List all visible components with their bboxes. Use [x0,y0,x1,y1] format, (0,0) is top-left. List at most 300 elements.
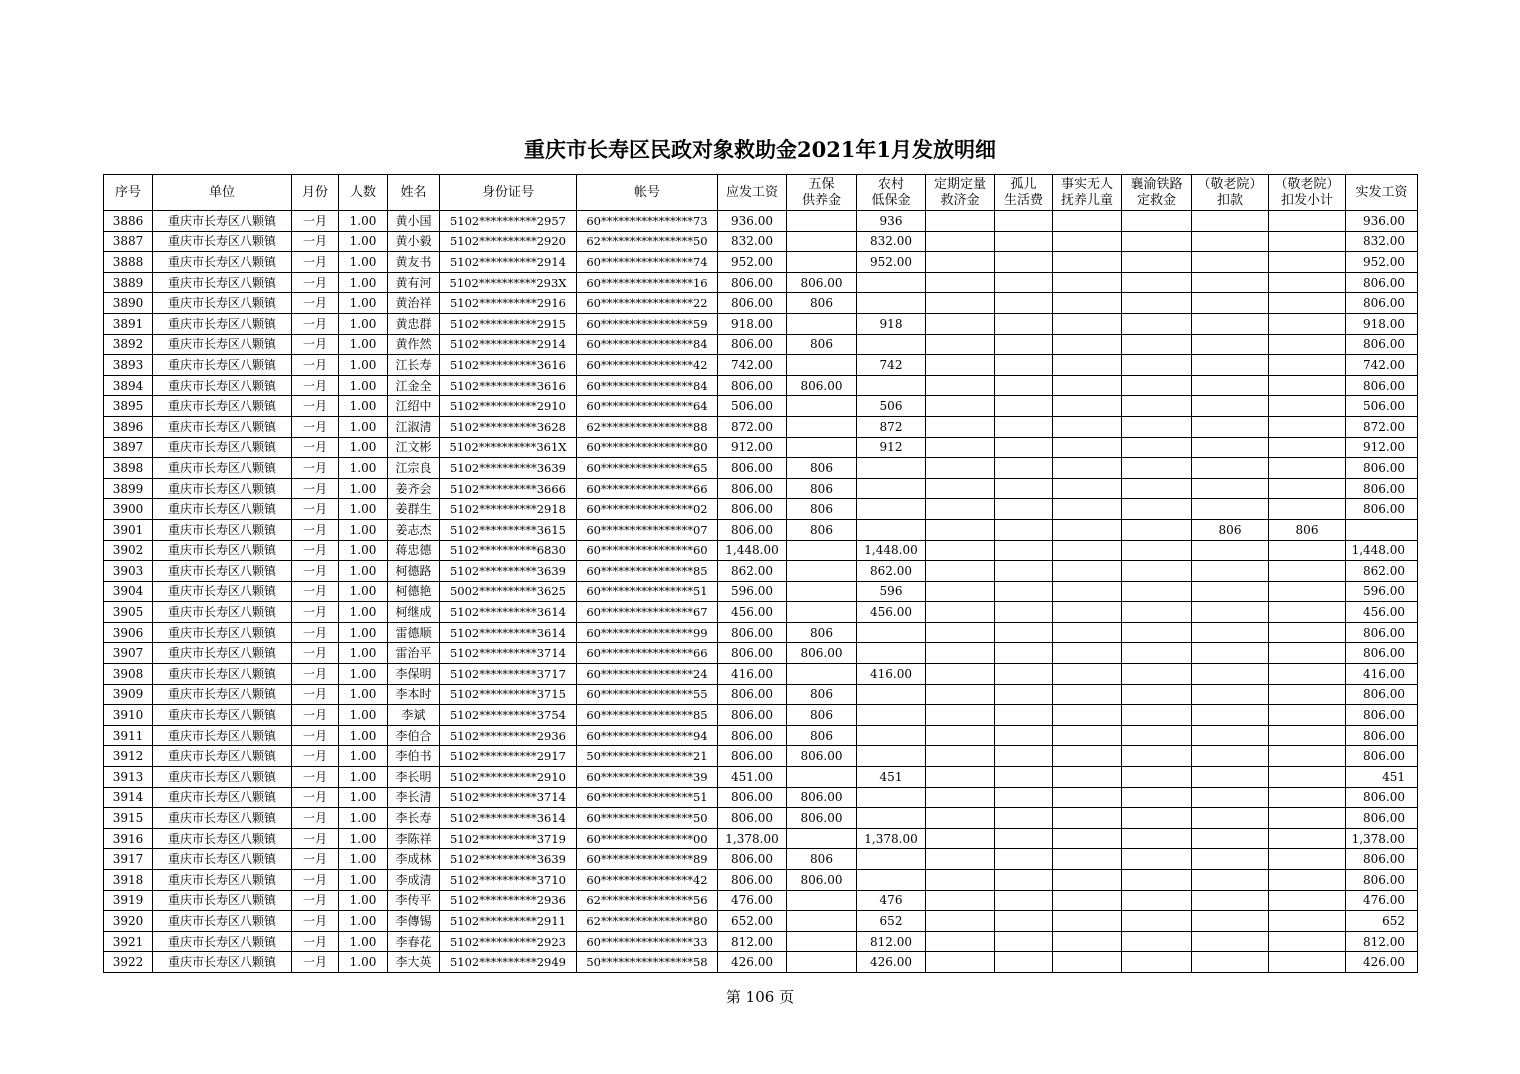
table-cell [995,478,1053,499]
table-cell [1269,911,1346,932]
table-cell: 一月 [292,664,339,685]
table-row [104,231,1418,252]
table-cell: 1.00 [339,313,388,334]
table-cell: 3897 [104,437,153,458]
table-cell [857,808,926,829]
table-cell [1269,293,1346,314]
table-cell [926,355,995,376]
table-cell [1192,293,1269,314]
table-cell: 黄作然 [388,334,440,355]
table-cell: 60****************73 [577,211,718,232]
table-cell [926,561,995,582]
table-cell: 3907 [104,643,153,664]
table-cell: 重庆市长寿区八颗镇 [153,890,292,911]
table-cell [1053,437,1122,458]
table-cell [1053,499,1122,520]
table-cell [1269,664,1346,685]
table-cell: 重庆市长寿区八颗镇 [153,499,292,520]
table-cell: 一月 [292,540,339,561]
table-cell [857,870,926,891]
table-cell [857,725,926,746]
table-cell: 江金全 [388,375,440,396]
table-cell [995,499,1053,520]
table-row [104,931,1418,952]
table-cell: 806.00 [787,643,857,664]
table-cell [995,643,1053,664]
table-cell: 重庆市长寿区八颗镇 [153,437,292,458]
table-cell: 806.00 [718,478,787,499]
table-cell [857,458,926,479]
column-header: 定期定量 救济金 [926,175,995,211]
table-cell [1192,870,1269,891]
table-cell [787,313,857,334]
table-cell: 5102**********3639 [440,849,577,870]
table-cell [1192,252,1269,273]
table-cell: 416.00 [1346,664,1418,685]
table-cell: 1.00 [339,375,388,396]
table-cell: 一月 [292,252,339,273]
table-cell: 重庆市长寿区八颗镇 [153,911,292,932]
table-cell: 重庆市长寿区八颗镇 [153,416,292,437]
table-cell [1053,622,1122,643]
table-cell: 蒋忠德 [388,540,440,561]
table-cell: 3920 [104,911,153,932]
table-cell: 60****************74 [577,252,718,273]
table-cell: 806.00 [1346,808,1418,829]
table-cell: 黄小毅 [388,231,440,252]
table-cell: 806 [787,499,857,520]
table-cell [1053,355,1122,376]
table-cell: 60****************02 [577,499,718,520]
table-cell: 黄治祥 [388,293,440,314]
table-cell [926,725,995,746]
table-cell: 1,448.00 [1346,540,1418,561]
table-cell: 806.00 [718,375,787,396]
table-cell [1122,540,1192,561]
table-cell [926,396,995,417]
table-cell: 60****************42 [577,870,718,891]
table-cell: 5102**********3715 [440,684,577,705]
table-cell: 476.00 [1346,890,1418,911]
table-cell: 5102**********3639 [440,458,577,479]
table-cell [1192,355,1269,376]
table-cell: 426.00 [718,952,787,973]
table-cell [926,746,995,767]
table-cell [995,664,1053,685]
table-cell: 雷德顺 [388,622,440,643]
table-cell: 832.00 [718,231,787,252]
table-cell [926,952,995,973]
table-cell [1346,519,1418,540]
table-cell: 1.00 [339,808,388,829]
table-cell: 5102**********2917 [440,746,577,767]
table-cell [926,499,995,520]
column-header: 月份 [292,175,339,211]
table-cell [1053,664,1122,685]
table-cell: 62****************50 [577,231,718,252]
table-cell: 姜志杰 [388,519,440,540]
table-cell: 3911 [104,725,153,746]
table-cell: 5102**********3628 [440,416,577,437]
table-cell [995,293,1053,314]
table-cell: 806 [787,725,857,746]
table-cell: 652.00 [718,911,787,932]
table-cell: 重庆市长寿区八颗镇 [153,252,292,273]
table-cell: 1,448.00 [718,540,787,561]
table-cell: 918.00 [718,313,787,334]
table-cell [926,622,995,643]
table-cell: 1.00 [339,746,388,767]
table-cell: 重庆市长寿区八颗镇 [153,684,292,705]
table-cell [995,561,1053,582]
table-cell: 5102**********2910 [440,396,577,417]
table-cell: 60****************60 [577,540,718,561]
table-row [104,458,1418,479]
table-cell [1192,313,1269,334]
table-cell: 5102**********3639 [440,561,577,582]
table-cell [857,478,926,499]
table-cell [1122,725,1192,746]
table-cell: 3914 [104,787,153,808]
table-row [104,211,1418,232]
table-cell [926,684,995,705]
table-cell: 806 [787,519,857,540]
table-cell [857,334,926,355]
table-cell: 李陈祥 [388,828,440,849]
table-cell [995,725,1053,746]
table-cell: 一月 [292,437,339,458]
table-cell: 60****************67 [577,602,718,623]
table-cell: 重庆市长寿区八颗镇 [153,396,292,417]
table-row [104,499,1418,520]
table-cell: 3905 [104,602,153,623]
table-cell: 806.00 [1346,725,1418,746]
table-cell: 重庆市长寿区八颗镇 [153,952,292,973]
table-cell [1122,870,1192,891]
table-cell: 60****************85 [577,561,718,582]
table-cell: 451 [857,767,926,788]
table-cell: 1.00 [339,870,388,891]
table-cell: 重庆市长寿区八颗镇 [153,561,292,582]
table-cell: 重庆市长寿区八颗镇 [153,643,292,664]
table-cell: 806 [787,293,857,314]
table-cell: 5102**********6830 [440,540,577,561]
table-cell: 江淑清 [388,416,440,437]
table-cell: 806.00 [718,334,787,355]
table-cell: 806.00 [1346,293,1418,314]
table-cell: 1.00 [339,437,388,458]
column-header: 序号 [104,175,153,211]
table-cell [1192,746,1269,767]
table-cell: 重庆市长寿区八颗镇 [153,519,292,540]
table-cell: 806.00 [1346,705,1418,726]
table-cell [1122,252,1192,273]
table-cell: 一月 [292,334,339,355]
table-cell: 3888 [104,252,153,273]
table-cell: 426.00 [857,952,926,973]
table-cell: 60****************94 [577,725,718,746]
table-cell [926,293,995,314]
table-cell: 一月 [292,808,339,829]
table-cell [1269,437,1346,458]
table-cell: 806.00 [1346,849,1418,870]
table-cell: 918.00 [1346,313,1418,334]
table-cell: 一月 [292,767,339,788]
table-cell [995,890,1053,911]
table-cell: 重庆市长寿区八颗镇 [153,931,292,952]
table-cell: 806 [787,478,857,499]
table-cell [1269,931,1346,952]
table-cell [1053,952,1122,973]
table-cell: 柯德路 [388,561,440,582]
table-cell [1192,705,1269,726]
table-cell [1122,664,1192,685]
table-cell [1122,911,1192,932]
table-cell [926,231,995,252]
table-cell [787,911,857,932]
table-cell: 1.00 [339,416,388,437]
table-cell: 5102**********2936 [440,890,577,911]
table-cell [1269,602,1346,623]
table-cell: 重庆市长寿区八颗镇 [153,293,292,314]
table-cell [1192,911,1269,932]
column-header: 单位 [153,175,292,211]
table-cell: 一月 [292,705,339,726]
table-cell: 重庆市长寿区八颗镇 [153,808,292,829]
table-cell [995,375,1053,396]
table-cell [1192,375,1269,396]
table-cell: 596 [857,581,926,602]
table-cell [1192,828,1269,849]
table-cell: 5102**********2911 [440,911,577,932]
table-cell [1122,952,1192,973]
table-cell: 451.00 [718,767,787,788]
table-cell: 806.00 [718,272,787,293]
table-cell: 江长寿 [388,355,440,376]
table-cell: 806 [787,622,857,643]
table-cell: 918 [857,313,926,334]
table-cell: 60****************89 [577,849,718,870]
table-cell [857,643,926,664]
table-cell [1122,890,1192,911]
table-cell [1192,952,1269,973]
table-cell: 806.00 [718,622,787,643]
table-row [104,725,1418,746]
table-cell [926,478,995,499]
table-cell: 806.00 [1346,458,1418,479]
table-cell: 506 [857,396,926,417]
table-cell: 3889 [104,272,153,293]
table-cell [1053,231,1122,252]
table-cell [995,211,1053,232]
table-cell: 李长寿 [388,808,440,829]
table-row [104,519,1418,540]
table-cell [995,540,1053,561]
table-cell: 806 [787,849,857,870]
table-cell: 806.00 [1346,622,1418,643]
table-cell [1122,293,1192,314]
table-cell: 60****************51 [577,581,718,602]
table-cell [1269,870,1346,891]
table-cell: 806.00 [718,870,787,891]
table-cell [1053,561,1122,582]
table-cell: 重庆市长寿区八颗镇 [153,664,292,685]
table-cell [1122,931,1192,952]
table-cell: 5102**********2957 [440,211,577,232]
table-cell: 李伯书 [388,746,440,767]
table-cell: 1.00 [339,849,388,870]
table-row [104,416,1418,437]
table-cell [926,664,995,685]
table-cell [1269,458,1346,479]
table-cell [1053,581,1122,602]
table-cell [1269,540,1346,561]
table-cell [857,684,926,705]
table-cell [857,293,926,314]
table-cell [787,828,857,849]
table-cell: 一月 [292,581,339,602]
table-cell [1192,334,1269,355]
table-cell: 5102**********361X [440,437,577,458]
table-cell [1192,396,1269,417]
table-cell [1192,478,1269,499]
table-cell: 1.00 [339,231,388,252]
table-cell [1269,396,1346,417]
table-row [104,355,1418,376]
table-cell [926,375,995,396]
table-cell [926,313,995,334]
table-cell: 5102**********2914 [440,334,577,355]
table-header-row [104,175,1418,211]
table-cell: 60****************84 [577,375,718,396]
table-cell [1122,808,1192,829]
table-cell [1122,231,1192,252]
table-cell [1122,334,1192,355]
table-cell: 重庆市长寿区八颗镇 [153,602,292,623]
table-cell: 1,378.00 [1346,828,1418,849]
table-cell: 60****************66 [577,478,718,499]
table-cell: 806 [787,458,857,479]
table-cell: 5102**********3719 [440,828,577,849]
table-cell: 416.00 [857,664,926,685]
table-cell: 1.00 [339,705,388,726]
table-row [104,396,1418,417]
column-header: 孤儿 生活费 [995,175,1053,211]
table-cell: 806.00 [1346,684,1418,705]
table-cell [926,519,995,540]
table-cell: 1.00 [339,293,388,314]
table-cell [1053,396,1122,417]
table-cell: 黄有河 [388,272,440,293]
table-cell: 60****************16 [577,272,718,293]
table-cell: 806.00 [718,808,787,829]
table-cell [995,952,1053,973]
table-cell [995,931,1053,952]
table-cell [926,211,995,232]
column-header: 姓名 [388,175,440,211]
table-row [104,293,1418,314]
table-cell: 一月 [292,293,339,314]
table-cell: 506.00 [1346,396,1418,417]
table-cell [1053,643,1122,664]
table-cell: 806.00 [718,746,787,767]
table-cell [1269,211,1346,232]
table-cell [926,437,995,458]
table-cell: 5102**********2916 [440,293,577,314]
table-cell: 806.00 [718,519,787,540]
table-cell: 60****************33 [577,931,718,952]
table-cell: 1.00 [339,622,388,643]
table-cell: 832.00 [1346,231,1418,252]
table-cell: 一月 [292,828,339,849]
table-cell [926,870,995,891]
table-cell [1053,540,1122,561]
table-cell: 60****************51 [577,787,718,808]
table-cell [787,540,857,561]
table-cell [1053,787,1122,808]
table-cell: 742 [857,355,926,376]
table-cell: 806 [787,334,857,355]
table-cell: 黄友书 [388,252,440,273]
table-row [104,849,1418,870]
column-header: 襄渝铁路 定救金 [1122,175,1192,211]
table-cell [1192,643,1269,664]
table-cell [1053,458,1122,479]
table-cell [1053,478,1122,499]
table-cell [1269,767,1346,788]
table-cell: 912.00 [1346,437,1418,458]
table-cell: 重庆市长寿区八颗镇 [153,313,292,334]
table-cell: 1.00 [339,725,388,746]
table-cell: 5102**********2920 [440,231,577,252]
table-cell: 李斌 [388,705,440,726]
table-cell [1122,313,1192,334]
table-cell: 姜齐会 [388,478,440,499]
table-cell [926,890,995,911]
table-cell: 50****************21 [577,746,718,767]
table-cell: 5102**********3666 [440,478,577,499]
table-row [104,890,1418,911]
table-cell: 862.00 [718,561,787,582]
table-cell: 416.00 [718,664,787,685]
table-cell: 806.00 [1346,334,1418,355]
table-cell: 江绍中 [388,396,440,417]
table-row [104,375,1418,396]
table-cell [926,849,995,870]
table-cell [1192,725,1269,746]
table-cell: 一月 [292,787,339,808]
table-cell: 1.00 [339,602,388,623]
table-cell [1269,746,1346,767]
table-cell: 5102**********3614 [440,808,577,829]
table-cell: 重庆市长寿区八颗镇 [153,272,292,293]
table-cell [787,416,857,437]
table-cell [1122,396,1192,417]
table-cell [1269,231,1346,252]
table-cell: 806.00 [718,499,787,520]
table-cell: 5102**********3717 [440,664,577,685]
table-cell: 912.00 [718,437,787,458]
table-cell [1192,499,1269,520]
table-cell [857,705,926,726]
column-header: 事实无人 抚养儿童 [1053,175,1122,211]
table-cell [1053,931,1122,952]
table-cell: 李本时 [388,684,440,705]
table-cell: 一月 [292,499,339,520]
table-cell [787,211,857,232]
table-cell [1269,313,1346,334]
table-cell: 重庆市长寿区八颗镇 [153,581,292,602]
